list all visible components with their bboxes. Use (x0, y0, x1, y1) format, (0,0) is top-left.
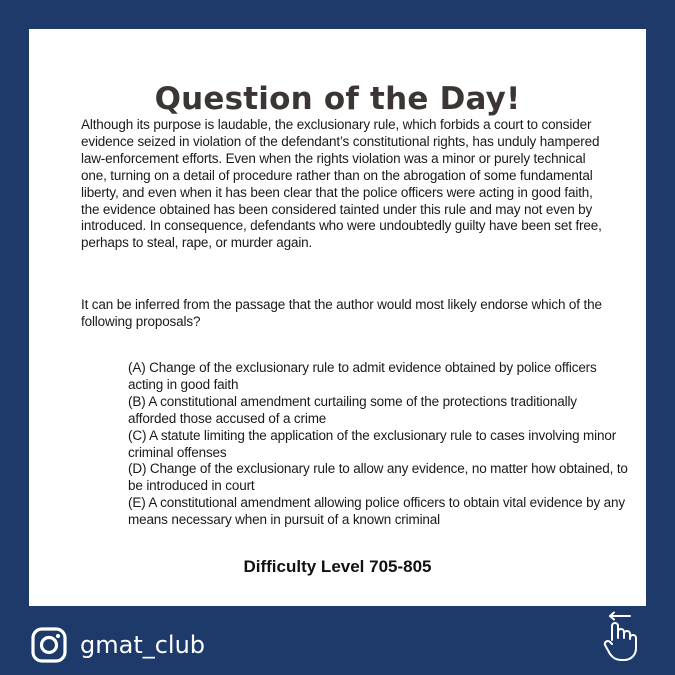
option-b: (B) A constitutional amendment curtailing some of the protections traditionally afforded those accused of a crime (128, 393, 577, 426)
instagram-icon (31, 627, 67, 663)
question-card (29, 29, 646, 606)
social-handle: gmat_club (80, 631, 206, 659)
question-text: It can be inferred from the passage that the author would most likely endorse which of the following proposals? (81, 297, 602, 329)
option-c: (C) A statute limiting the application of the exclusionary rule to cases involving minor criminal offenses (128, 427, 617, 460)
option-a: (A) Change of the exclusionary rule to admit evidence obtained by police officers acting in good faith (128, 360, 597, 392)
option-e: (E) A constitutional amendment allowing police officers to obtain vital evidence by any means necessary when in pursuit of a known criminal (128, 495, 625, 528)
option-d: (D) Change of the exclusionary rule to allow any evidence, no matter how obtained, to be introduced in court (128, 461, 628, 494)
page-title: Question of the Day! (154, 81, 521, 117)
passage-text: Although its purpose is laudable, the exclusionary rule, which forbids a court to consider evidence seized in violation of the defendant’s constitutional rights, has unduly hampered law-enforcement efforts. Even when the rights violation was a minor or purely technical one, turning on a detail of procedure rather than on the abrogation of some fundamental liberty, and even when it has been clear that the police officers were acting in good faith, the evidence obtained has been considered tainted under this rule and may not even by introduced. In consequence, defendants who were undoubtedly guilty have been set free, perhaps to steal, rape, or murder again. (81, 117, 602, 251)
difficulty-level: Difficulty Level 705-805 (243, 557, 432, 576)
swipe-hand-icon (598, 610, 646, 664)
answer-options (128, 360, 628, 529)
